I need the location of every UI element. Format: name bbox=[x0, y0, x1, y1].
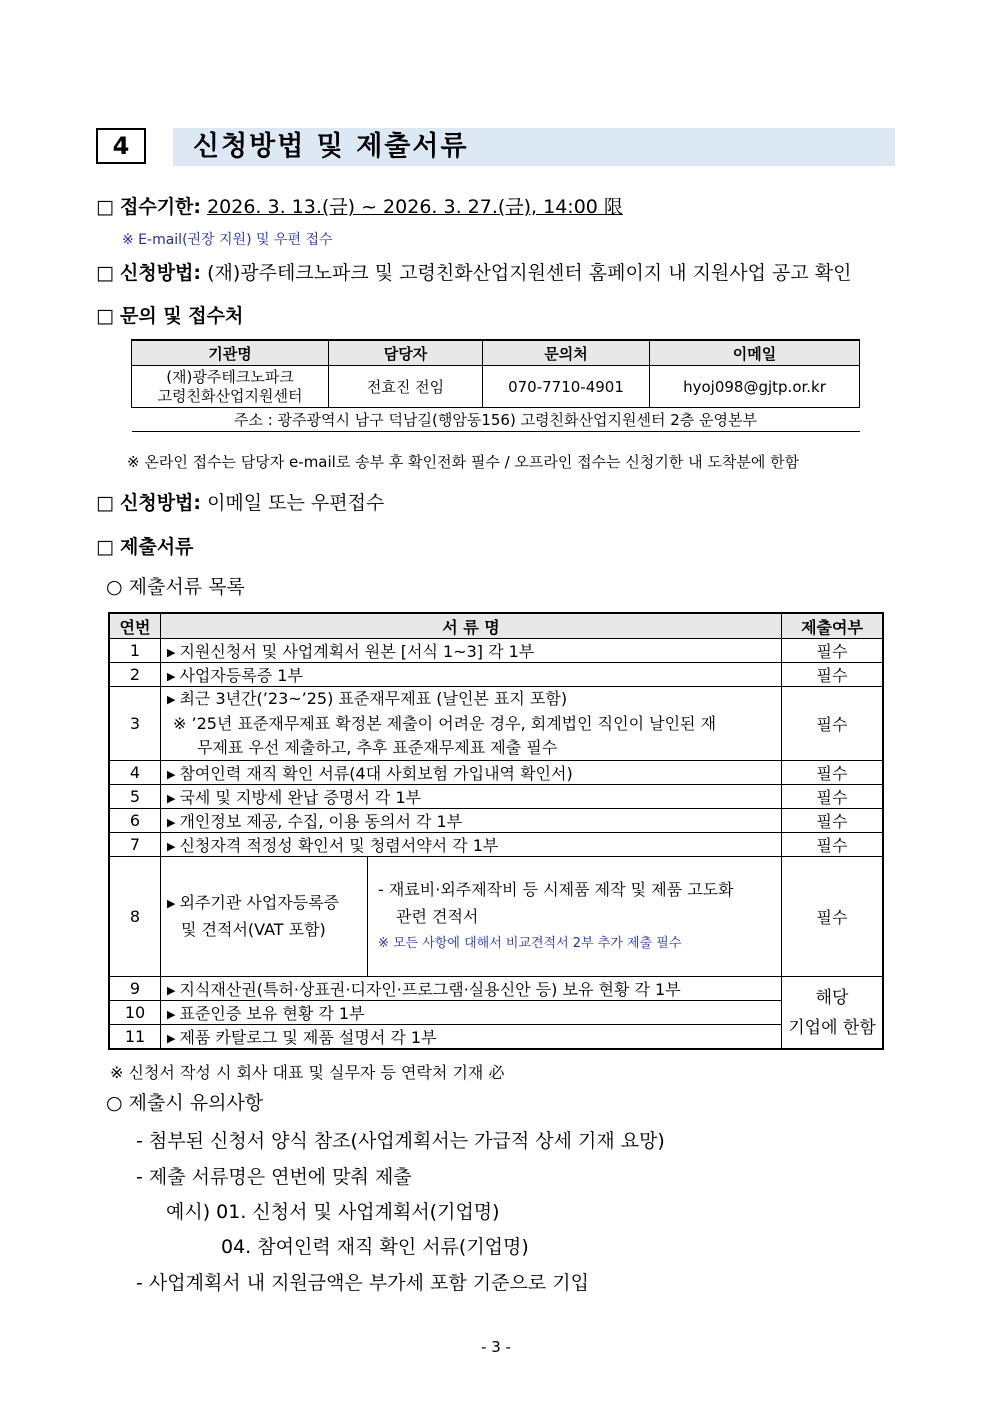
doc-name-text: 사업자등록증 1부 bbox=[179, 666, 303, 685]
method2-label: 신청방법: bbox=[120, 492, 202, 514]
triangle-bullet-icon: ▶ bbox=[167, 768, 176, 781]
doc-no: 9 bbox=[109, 977, 161, 1001]
table-row bbox=[109, 809, 883, 833]
contact-org bbox=[132, 366, 329, 408]
contact-email[interactable]: hyoj098@gjtp.or.kr bbox=[650, 366, 860, 408]
deadline-row bbox=[96, 192, 623, 219]
doc-name bbox=[161, 857, 368, 977]
contact-header-email: 이메일 bbox=[650, 340, 860, 366]
doc-name bbox=[161, 663, 782, 687]
cautions-label: 제출시 유의사항 bbox=[128, 1092, 264, 1114]
contact-org-line1: (재)광주테크노파크 bbox=[166, 367, 294, 386]
page-number: - 3 - bbox=[481, 1338, 511, 1356]
contact-label: 문의 및 접수처 bbox=[120, 305, 244, 327]
triangle-bullet-icon: ▶ bbox=[167, 670, 176, 683]
contact-table bbox=[131, 339, 860, 432]
docs-sub-label: 제출서류 목록 bbox=[128, 576, 245, 598]
contact-person: 전효진 전임 bbox=[329, 366, 483, 408]
triangle-bullet-icon: ▶ bbox=[167, 816, 176, 829]
contact-heading bbox=[96, 301, 243, 328]
triangle-bullet-icon: ▶ bbox=[167, 646, 176, 659]
table-row bbox=[109, 833, 883, 857]
table-row bbox=[109, 1025, 883, 1050]
doc-req-conditional bbox=[782, 977, 884, 1050]
caution-line-2: - 제출 서류명은 연번에 맞춰 제출 bbox=[136, 1166, 412, 1188]
checkbox-bullet: □ bbox=[96, 492, 114, 514]
doc-name-text: 신청자격 적정성 확인서 및 청렴서약서 각 1부 bbox=[179, 836, 499, 855]
doc-name bbox=[161, 785, 782, 809]
contact-org-line2: 고령친화산업지원센터 bbox=[157, 386, 303, 405]
triangle-bullet-icon: ▶ bbox=[167, 897, 176, 910]
caution-line-1: - 첨부된 신청서 양식 참조(사업계획서는 가급적 상세 기재 요망) bbox=[136, 1130, 665, 1152]
table-row bbox=[109, 687, 883, 761]
triangle-bullet-icon: ▶ bbox=[167, 840, 176, 853]
doc-name-text: 지식재산권(특허·상표권·디자인·프로그램·실용신안 등) 보유 현황 각 1부 bbox=[179, 980, 681, 999]
doc-name-text: 최근 3년간(’23~’25) 표준재무제표 (날인본 표지 포함) bbox=[179, 689, 568, 708]
doc-name-text: 국세 및 지방세 완납 증명서 각 1부 bbox=[179, 788, 422, 807]
doc-name bbox=[161, 687, 782, 761]
doc-req: 필수 bbox=[782, 785, 884, 809]
doc-no: 7 bbox=[109, 833, 161, 857]
deadline-label: 접수기한: bbox=[120, 196, 202, 218]
doc-no: 1 bbox=[109, 639, 161, 663]
checkbox-bullet: □ bbox=[96, 196, 114, 218]
table-row bbox=[109, 857, 883, 977]
doc-note-line2: 무제표 우선 제출하고, 추후 표준재무제표 제출 필수 bbox=[197, 738, 558, 757]
docs-subheading bbox=[106, 572, 245, 599]
method1-row bbox=[96, 258, 852, 285]
section-number: 4 bbox=[96, 128, 146, 164]
cautions-heading bbox=[106, 1088, 263, 1115]
circle-bullet: ○ bbox=[106, 1092, 123, 1114]
deadline-value: 2026. 3. 13.(금) ~ 2026. 3. 27.(금), 14:00 限 bbox=[207, 196, 623, 218]
doc-no: 6 bbox=[109, 809, 161, 833]
doc-no: 11 bbox=[109, 1025, 161, 1050]
checkbox-bullet: □ bbox=[96, 262, 114, 284]
doc-detail-line1: - 재료비·외주제작비 등 시제품 제작 및 제품 고도화 bbox=[378, 880, 734, 899]
docs-header-no: 연번 bbox=[109, 613, 161, 639]
doc-name-text: 표준인증 보유 현황 각 1부 bbox=[179, 1004, 365, 1023]
doc-no: 3 bbox=[109, 687, 161, 761]
method1-value: (재)광주테크노파크 및 고령친화산업지원센터 홈페이지 내 지원사업 공고 확인 bbox=[207, 262, 852, 284]
doc-req-line1: 해당 bbox=[815, 987, 849, 1008]
doc-name-text-2: 및 견적서(VAT 포함) bbox=[181, 920, 326, 939]
deadline-note: ※ E-mail(권장 지원) 및 우편 접수 bbox=[122, 232, 333, 248]
doc-req: 필수 bbox=[782, 639, 884, 663]
table-row bbox=[109, 977, 883, 1001]
docs-header-req: 제출여부 bbox=[782, 613, 884, 639]
doc-req: 필수 bbox=[782, 809, 884, 833]
method2-row bbox=[96, 488, 384, 515]
doc-no: 5 bbox=[109, 785, 161, 809]
docs-heading bbox=[96, 532, 193, 559]
method1-label: 신청방법: bbox=[120, 262, 202, 284]
doc-req: 필수 bbox=[782, 663, 884, 687]
contact-header-phone: 문의처 bbox=[483, 340, 650, 366]
docs-footnote: ※ 신청서 작성 시 회사 대표 및 실무자 등 연락처 기재 必 bbox=[110, 1063, 505, 1082]
contact-note: ※ 온라인 접수는 담당자 e-mail로 송부 후 확인전화 필수 / 오프라인 접수는 신청기한 내 도착분에 한함 bbox=[127, 453, 800, 471]
doc-name bbox=[161, 809, 782, 833]
triangle-bullet-icon: ▶ bbox=[167, 984, 176, 997]
checkbox-bullet: □ bbox=[96, 536, 114, 558]
docs-table bbox=[108, 612, 884, 1050]
doc-name bbox=[161, 833, 782, 857]
contact-phone: 070-7710-4901 bbox=[483, 366, 650, 408]
doc-detail-line2: 관련 견적서 bbox=[396, 907, 479, 926]
docs-label: 제출서류 bbox=[120, 536, 194, 558]
doc-req: 필수 bbox=[782, 761, 884, 785]
checkbox-bullet: □ bbox=[96, 305, 114, 327]
doc-name-text: 개인정보 제공, 수집, 이용 동의서 각 1부 bbox=[179, 812, 463, 831]
caution-example-2: 04. 참여인력 재직 확인 서류(기업명) bbox=[221, 1236, 529, 1258]
doc-name bbox=[161, 761, 782, 785]
contact-address: 주소 : 광주광역시 남구 덕남길(행암동156) 고령친화산업지원센터 2층 운영본부 bbox=[132, 408, 860, 432]
section-title: 신청방법 및 제출서류 bbox=[173, 128, 895, 166]
doc-name-text: 제품 카탈로그 및 제품 설명서 각 1부 bbox=[179, 1028, 437, 1047]
doc-name bbox=[161, 1001, 782, 1025]
caution-line-3: - 사업계획서 내 지원금액은 부가세 포함 기준으로 기입 bbox=[136, 1272, 589, 1294]
doc-note-line1: ※ ’25년 표준재무제표 확정본 제출이 어려운 경우, 회계법인 직인이 날인된 재 bbox=[173, 714, 717, 733]
docs-header-name: 서 류 명 bbox=[161, 613, 782, 639]
doc-detail bbox=[368, 857, 782, 977]
triangle-bullet-icon: ▶ bbox=[167, 792, 176, 805]
doc-req: 필수 bbox=[782, 833, 884, 857]
doc-req-line2: 기업에 한함 bbox=[788, 1017, 876, 1038]
doc-no: 8 bbox=[109, 857, 161, 977]
doc-name bbox=[161, 1025, 782, 1050]
doc-no: 4 bbox=[109, 761, 161, 785]
doc-no: 10 bbox=[109, 1001, 161, 1025]
doc-name-text: 외주기관 사업자등록증 bbox=[179, 893, 340, 912]
contact-header-org: 기관명 bbox=[132, 340, 329, 366]
table-row bbox=[109, 785, 883, 809]
doc-req: 필수 bbox=[782, 687, 884, 761]
triangle-bullet-icon: ▶ bbox=[167, 693, 176, 706]
triangle-bullet-icon: ▶ bbox=[167, 1008, 176, 1021]
table-row bbox=[109, 1001, 883, 1025]
method2-value: 이메일 또는 우편접수 bbox=[207, 492, 385, 514]
doc-name-text: 지원신청서 및 사업계획서 원본 [서식 1~3] 각 1부 bbox=[179, 642, 535, 661]
circle-bullet: ○ bbox=[106, 576, 123, 598]
contact-header-person: 담당자 bbox=[329, 340, 483, 366]
doc-no: 2 bbox=[109, 663, 161, 687]
doc-name bbox=[161, 977, 782, 1001]
doc-req: 필수 bbox=[782, 857, 884, 977]
triangle-bullet-icon: ▶ bbox=[167, 1032, 176, 1045]
doc-name bbox=[161, 639, 782, 663]
table-row bbox=[109, 663, 883, 687]
doc-name-text: 참여인력 재직 확인 서류(4대 사회보험 가입내역 확인서) bbox=[179, 764, 573, 783]
doc-detail-note: ※ 모든 사항에 대해서 비교견적서 2부 추가 제출 필수 bbox=[378, 936, 682, 951]
table-row bbox=[109, 761, 883, 785]
table-row bbox=[109, 639, 883, 663]
caution-example-1: 예시) 01. 신청서 및 사업계획서(기업명) bbox=[166, 1201, 500, 1223]
